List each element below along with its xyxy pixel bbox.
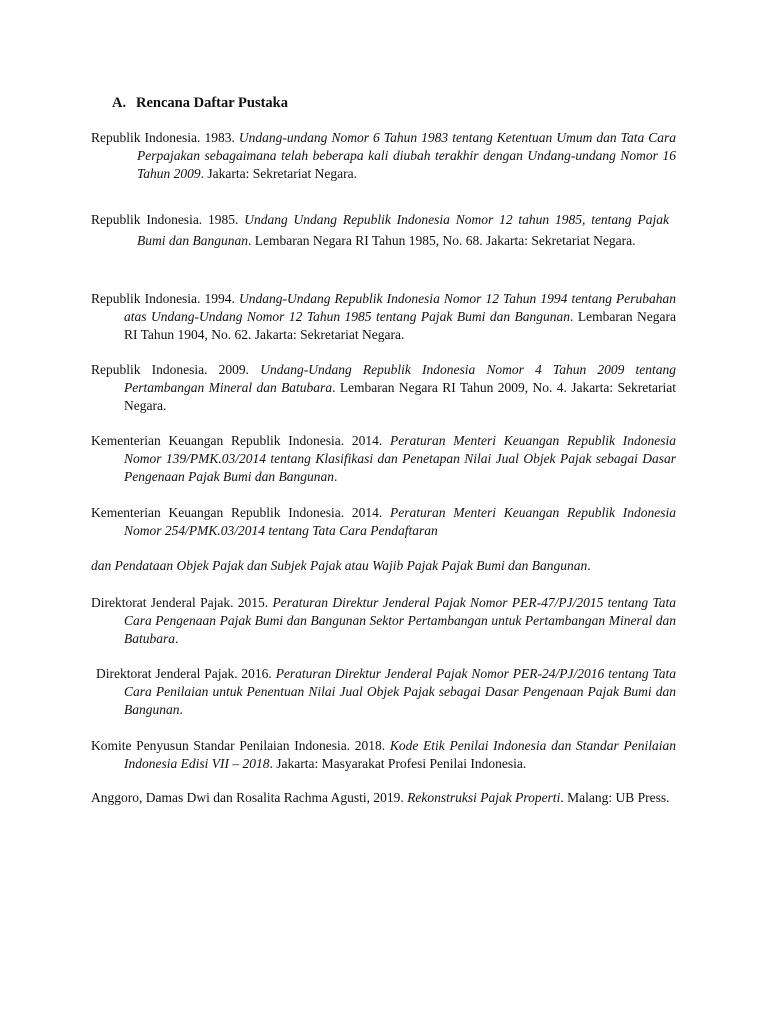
reference-title: Rekonstruksi Pajak Properti xyxy=(407,790,561,805)
reference-entry-5 xyxy=(91,432,676,486)
reference-author: Kementerian Keuangan Republik Indonesia. 2014. xyxy=(91,505,383,520)
reference-author: Anggoro, Damas Dwi dan Rosalita Rachma Agusti, 2019. xyxy=(91,790,404,805)
reference-author: Direktorat Jenderal Pajak. 2015. xyxy=(91,595,269,610)
reference-author: Direktorat Jenderal Pajak. 2016. xyxy=(96,666,272,681)
reference-title: Kode Etik Penilai Indonesia dan Standar Penilaian Indonesia Edisi VII – 2018 xyxy=(124,738,676,771)
reference-title: Peraturan Menteri Keuangan Republik Indonesia Nomor 139/PMK.03/2014 tentang Klasifikasi dan Penetapan Nilai Jual Objek Pajak sebagai Dasar Pengenaan Pajak Bumi dan Bangunan xyxy=(124,433,677,484)
reference-details: . xyxy=(333,469,338,484)
reference-author: Kementerian Keuangan Republik Indonesia. 2014. xyxy=(91,433,383,448)
reference-entry-3 xyxy=(91,290,676,344)
reference-author: Republik Indonesia. 1985. xyxy=(91,212,239,227)
reference-title: Undang-undang Nomor 6 Tahun 1983 tentang Ketentuan Umum dan Tata Cara Perpajakan sebagaimana telah beberapa kali diubah terakhir dengan Undang-undang Nomor 16 Tahun 2009 xyxy=(137,130,677,181)
reference-details: . Jakarta: Sekretariat Negara. xyxy=(200,166,357,181)
reference-title: Peraturan Menteri Keuangan Republik Indonesia Nomor 254/PMK.03/2014 tentang Tata Cara Pendaftaran xyxy=(124,505,677,538)
reference-details: . Jakarta: Masyarakat Profesi Penilai Indonesia. xyxy=(269,756,527,771)
reference-author: Republik Indonesia. 2009. xyxy=(91,362,250,377)
reference-entry-6 xyxy=(91,504,676,540)
reference-entry-10 xyxy=(91,789,676,807)
reference-details: . Lembaran Negara RI Tahun 2009, No. 4. Jakarta: Sekretariat Negara. xyxy=(124,380,676,413)
reference-details: . Malang: UB Press. xyxy=(560,790,670,805)
reference-title: Undang Undang Republik Indonesia Nomor 12 tahun 1985, tentang Pajak Bumi dan Bangunan xyxy=(137,212,669,248)
reference-title: Undang-Undang Republik Indonesia Nomor 4 Tahun 2009 tentang Pertambangan Mineral dan Batubara xyxy=(124,362,677,395)
section-title: Rencana Daftar Pustaka xyxy=(136,95,288,111)
reference-details: . xyxy=(587,558,591,573)
reference-entry-7 xyxy=(91,594,676,648)
reference-details: . Lembaran Negara RI Tahun 1904, No. 62. Jakarta: Sekretariat Negara. xyxy=(124,309,676,342)
section-heading xyxy=(112,94,288,112)
reference-author: Republik Indonesia. 1983. xyxy=(91,130,235,145)
reference-details: . xyxy=(175,631,179,646)
reference-continuation xyxy=(91,557,691,575)
reference-entry-4 xyxy=(91,361,676,415)
reference-title: dan Pendataan Objek Pajak dan Subjek Pajak atau Wajib Pajak Pajak Bumi dan Bangunan xyxy=(91,558,588,573)
reference-entry-8 xyxy=(96,665,676,719)
reference-title: Undang-Undang Republik Indonesia Nomor 12 Tahun 1994 tentang Perubahan atas Undang-Undang Nomor 12 Tahun 1985 tentang Pajak Bumi dan Bangunan xyxy=(124,291,677,324)
reference-details: . xyxy=(179,702,183,717)
section-number: A. xyxy=(112,95,127,111)
reference-entry-9 xyxy=(91,737,676,773)
reference-details: . Lembaran Negara RI Tahun 1985, No. 68. Jakarta: Sekretariat Negara. xyxy=(248,233,636,248)
reference-author: Komite Penyusun Standar Penilaian Indonesia. 2018. xyxy=(91,738,386,753)
reference-title: Peraturan Direktur Jenderal Pajak Nomor PER-47/PJ/2015 tentang Tata Cara Pengenaan Pajak Bumi dan Bangunan Sektor Pertambangan untuk Pertambangan Mineral dan Batubara xyxy=(124,595,677,646)
reference-author: Republik Indonesia. 1994. xyxy=(91,291,235,306)
reference-entry-2 xyxy=(91,209,669,251)
reference-entry-1 xyxy=(91,129,676,183)
reference-title: Peraturan Direktur Jenderal Pajak Nomor PER-24/PJ/2016 tentang Tata Cara Penilaian untuk Penentuan Nilai Jual Objek Pajak sebagai Dasar Pengenaan Pajak Bumi dan Bangunan xyxy=(124,666,676,717)
